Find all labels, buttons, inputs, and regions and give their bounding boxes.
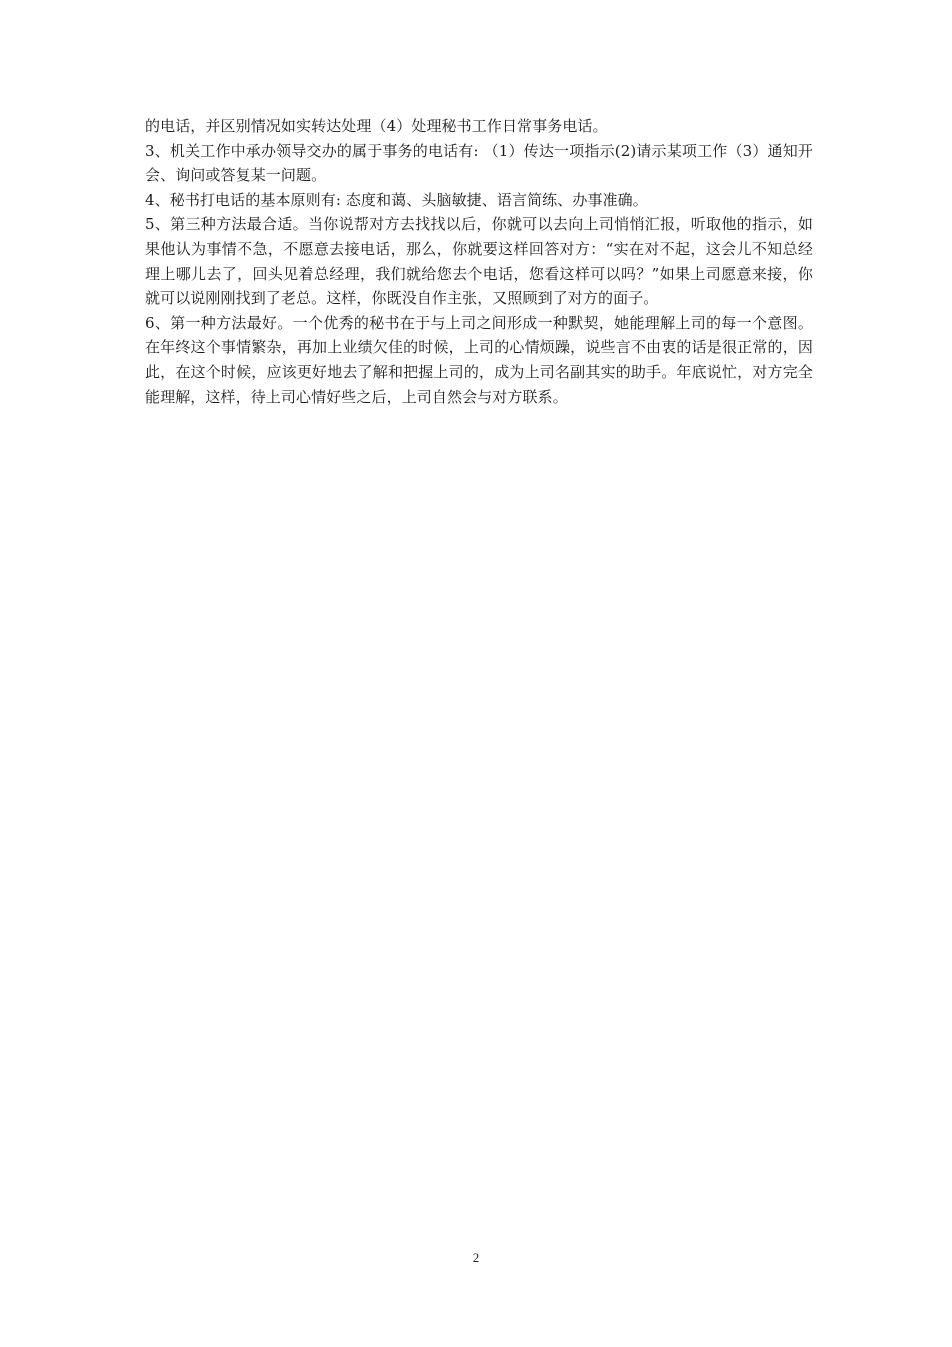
paragraph-item-5: 5、第三种方法最合适。当你说帮对方去找找以后，你就可以去向上司悄悄汇报，听取他的指示，如果他认为事情不急，不愿意去接电话，那么，你就要这样回答对方：“实在对不起，这会儿不知总经理上哪儿去了，回头见着总经理，我们就给您去个电话，您看这样可以吗？”如果上司愿意来接，你就可以说刚刚找到了老总。这样，你既没自作主张，又照顾到了对方的面子。	[145, 215, 813, 308]
paragraph-item-4: 4、秘书打电话的基本原则有: 态度和蔼、头脑敏捷、语言简练、办事准确。	[145, 190, 648, 209]
paragraph-continuation: 的电话，并区别情况如实转达处理（4）处理秘书工作日常事务电话。	[145, 117, 608, 135]
page-number: 2	[472, 1250, 480, 1265]
paragraph-item-3: 3、机关工作中承办领导交办的属于事务的电话有: （1）传达一项指示(2)请示某项工作（3）通知开会、询问或答复某一问题。	[145, 141, 813, 185]
paragraph-item-6: 6、第一种方法最好。一个优秀的秘书在于与上司之间形成一种默契，她能理解上司的每一个意图。在年终这个事情繁杂，再加上业绩欠佳的时候，上司的心情烦躁，说些言不由衷的话是很正常的，因此，在这个时候，应该更好地去了解和把握上司的，成为上司名副其实的助手。年底说忙，对方完全能理解，这样，待上司心情好些之后，上司自然会与对方联系。	[145, 313, 813, 406]
body-text	[145, 114, 813, 409]
